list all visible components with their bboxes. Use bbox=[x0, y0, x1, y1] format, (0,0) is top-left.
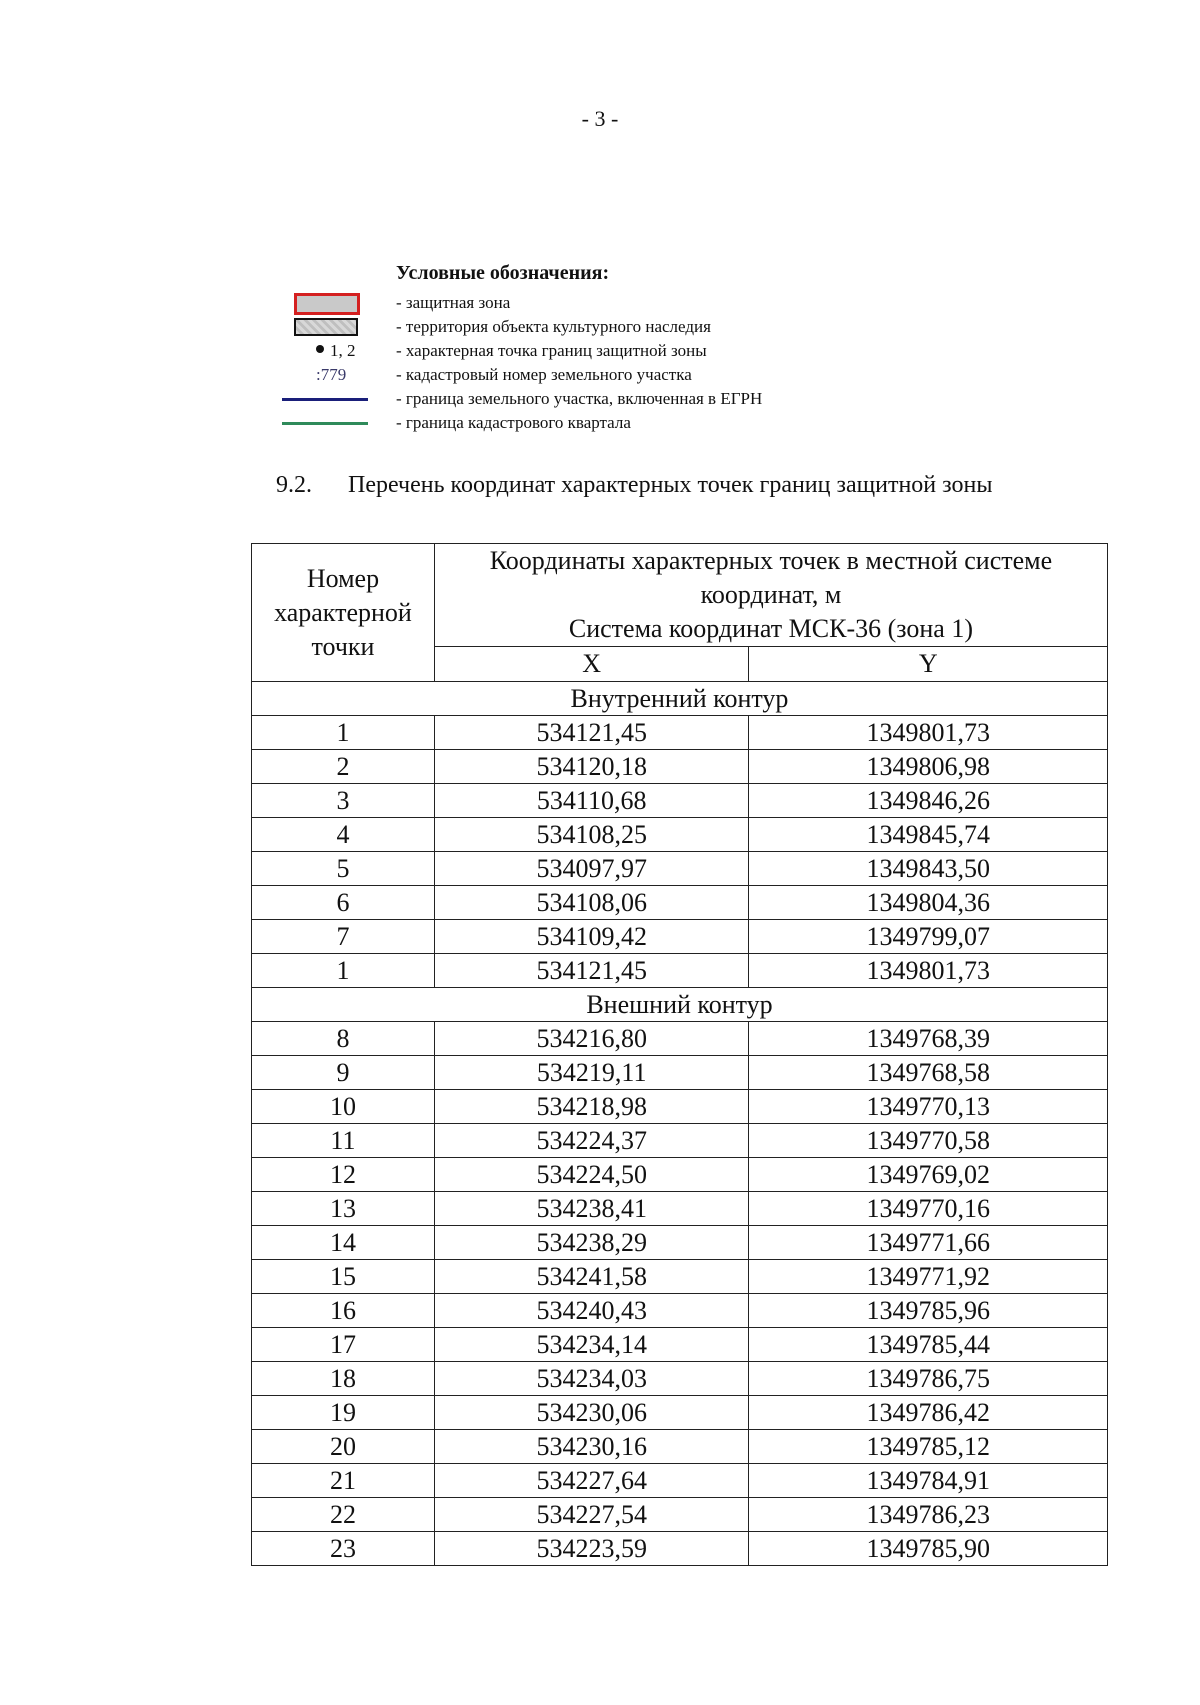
y-coordinate-cell: 1349804,36 bbox=[749, 886, 1108, 920]
x-coordinate-cell: 534120,18 bbox=[434, 750, 749, 784]
table-row bbox=[252, 1124, 1108, 1158]
header-text: точки bbox=[311, 631, 375, 661]
y-coordinate-cell: 1349768,58 bbox=[749, 1056, 1108, 1090]
legend-item-text: - граница земельного участка, включенная в ЕГРН bbox=[396, 389, 763, 408]
legend-item-text: - кадастровый номер земельного участка bbox=[396, 365, 692, 384]
point-number-cell: 21 bbox=[252, 1464, 435, 1498]
point-number-cell: 12 bbox=[252, 1158, 435, 1192]
legend-item-cadastral-number bbox=[270, 364, 870, 386]
y-coordinate-cell: 1349785,90 bbox=[749, 1532, 1108, 1566]
x-coordinate-cell: 534240,43 bbox=[434, 1294, 749, 1328]
point-dot-icon bbox=[316, 345, 324, 353]
point-number-cell: 8 bbox=[252, 1022, 435, 1056]
green-line-symbol bbox=[282, 422, 368, 425]
header-text: Номер bbox=[306, 563, 380, 593]
point-number-cell: 1 bbox=[252, 954, 435, 988]
y-coordinate-cell: 1349771,66 bbox=[749, 1226, 1108, 1260]
y-coordinate-cell: 1349785,96 bbox=[749, 1294, 1108, 1328]
table-row bbox=[252, 818, 1108, 852]
x-coordinate-cell: 534238,41 bbox=[434, 1192, 749, 1226]
x-coordinate-cell: 534234,14 bbox=[434, 1328, 749, 1362]
table-row bbox=[252, 784, 1108, 818]
y-coordinate-cell: 1349770,58 bbox=[749, 1124, 1108, 1158]
table-row bbox=[252, 954, 1108, 988]
legend-item-cadastral-quarter-boundary bbox=[270, 412, 870, 434]
inner-contour-label: Внутренний контур bbox=[252, 682, 1108, 716]
y-coordinate-cell: 1349771,92 bbox=[749, 1260, 1108, 1294]
header-text: характерной bbox=[274, 597, 412, 627]
legend-item-text: - граница кадастрового квартала bbox=[396, 413, 631, 432]
x-coordinate-cell: 534238,29 bbox=[434, 1226, 749, 1260]
table-row bbox=[252, 852, 1108, 886]
coordinates-table bbox=[251, 543, 1108, 1566]
y-coordinate-cell: 1349806,98 bbox=[749, 750, 1108, 784]
table-row bbox=[252, 1226, 1108, 1260]
table-row bbox=[252, 1022, 1108, 1056]
y-coordinate-cell: 1349785,12 bbox=[749, 1430, 1108, 1464]
x-coordinate-cell: 534121,45 bbox=[434, 716, 749, 750]
y-coordinate-cell: 1349786,42 bbox=[749, 1396, 1108, 1430]
x-coordinate-cell: 534110,68 bbox=[434, 784, 749, 818]
point-label: 1, 2 bbox=[330, 341, 356, 360]
y-coordinate-cell: 1349769,02 bbox=[749, 1158, 1108, 1192]
point-number-cell: 2 bbox=[252, 750, 435, 784]
y-coordinate-cell: 1349784,91 bbox=[749, 1464, 1108, 1498]
table-row bbox=[252, 1396, 1108, 1430]
x-coordinate-cell: 534216,80 bbox=[434, 1022, 749, 1056]
table-row bbox=[252, 716, 1108, 750]
point-number-cell: 15 bbox=[252, 1260, 435, 1294]
point-number-cell: 20 bbox=[252, 1430, 435, 1464]
y-coordinate-cell: 1349799,07 bbox=[749, 920, 1108, 954]
table-row bbox=[252, 1430, 1108, 1464]
x-coordinate-cell: 534230,16 bbox=[434, 1430, 749, 1464]
legend-item-characteristic-point bbox=[270, 340, 870, 362]
legend-item-land-plot-boundary bbox=[270, 388, 870, 410]
x-coordinate-cell: 534108,06 bbox=[434, 886, 749, 920]
x-coordinate-cell: 534227,64 bbox=[434, 1464, 749, 1498]
header-point-number bbox=[252, 544, 435, 682]
table-row bbox=[252, 1328, 1108, 1362]
heritage-territory-symbol bbox=[294, 318, 358, 336]
y-coordinate-cell: 1349785,44 bbox=[749, 1328, 1108, 1362]
x-coordinate-cell: 534223,59 bbox=[434, 1532, 749, 1566]
legend-item-heritage-territory bbox=[270, 316, 870, 338]
table-row bbox=[252, 1362, 1108, 1396]
point-number-cell: 22 bbox=[252, 1498, 435, 1532]
outer-contour-row bbox=[252, 988, 1108, 1022]
header-x: X bbox=[434, 647, 749, 682]
x-coordinate-cell: 534234,03 bbox=[434, 1362, 749, 1396]
table-row bbox=[252, 1090, 1108, 1124]
table-row bbox=[252, 1498, 1108, 1532]
point-number-cell: 13 bbox=[252, 1192, 435, 1226]
x-coordinate-cell: 534230,06 bbox=[434, 1396, 749, 1430]
blue-line-symbol bbox=[282, 398, 368, 401]
page-number: - 3 - bbox=[581, 106, 619, 131]
header-text: Координаты характерных точек в местной системе bbox=[489, 546, 1053, 575]
x-coordinate-cell: 534109,42 bbox=[434, 920, 749, 954]
table-row bbox=[252, 886, 1108, 920]
point-number-cell: 4 bbox=[252, 818, 435, 852]
header-coordinates bbox=[434, 544, 1107, 647]
point-number-cell: 19 bbox=[252, 1396, 435, 1430]
y-coordinate-cell: 1349768,39 bbox=[749, 1022, 1108, 1056]
inner-contour-row bbox=[252, 682, 1108, 716]
x-coordinate-cell: 534241,58 bbox=[434, 1260, 749, 1294]
legend-item-protective-zone bbox=[270, 292, 870, 314]
x-coordinate-cell: 534097,97 bbox=[434, 852, 749, 886]
y-coordinate-cell: 1349770,16 bbox=[749, 1192, 1108, 1226]
x-coordinate-cell: 534224,50 bbox=[434, 1158, 749, 1192]
header-y: Y bbox=[749, 647, 1108, 682]
x-coordinate-cell: 534121,45 bbox=[434, 954, 749, 988]
y-coordinate-cell: 1349801,73 bbox=[749, 954, 1108, 988]
table-row bbox=[252, 1056, 1108, 1090]
point-number-cell: 9 bbox=[252, 1056, 435, 1090]
y-coordinate-cell: 1349845,74 bbox=[749, 818, 1108, 852]
point-number-cell: 11 bbox=[252, 1124, 435, 1158]
header-text: Система координат МСК-36 (зона 1) bbox=[568, 614, 974, 643]
point-number-cell: 17 bbox=[252, 1328, 435, 1362]
protective-zone-symbol bbox=[294, 293, 360, 315]
table-row bbox=[252, 1532, 1108, 1566]
point-number-cell: 10 bbox=[252, 1090, 435, 1124]
outer-contour-label: Внешний контур bbox=[252, 988, 1108, 1022]
point-number-cell: 6 bbox=[252, 886, 435, 920]
legend-item-text: - характерная точка границ защитной зоны bbox=[396, 341, 707, 360]
y-coordinate-cell: 1349770,13 bbox=[749, 1090, 1108, 1124]
table-row bbox=[252, 1158, 1108, 1192]
table-row bbox=[252, 920, 1108, 954]
y-coordinate-cell: 1349846,26 bbox=[749, 784, 1108, 818]
x-coordinate-cell: 534224,37 bbox=[434, 1124, 749, 1158]
y-coordinate-cell: 1349801,73 bbox=[749, 716, 1108, 750]
legend-item-text: - территория объекта культурного наследия bbox=[396, 317, 711, 336]
x-coordinate-cell: 534108,25 bbox=[434, 818, 749, 852]
point-number-cell: 7 bbox=[252, 920, 435, 954]
y-coordinate-cell: 1349786,75 bbox=[749, 1362, 1108, 1396]
section-heading bbox=[276, 472, 992, 499]
point-number-cell: 3 bbox=[252, 784, 435, 818]
table-row bbox=[252, 1464, 1108, 1498]
header-text: координат, м bbox=[700, 580, 842, 609]
point-number-cell: 23 bbox=[252, 1532, 435, 1566]
point-number-cell: 5 bbox=[252, 852, 435, 886]
y-coordinate-cell: 1349843,50 bbox=[749, 852, 1108, 886]
point-number-cell: 18 bbox=[252, 1362, 435, 1396]
table-row bbox=[252, 1294, 1108, 1328]
point-number-cell: 14 bbox=[252, 1226, 435, 1260]
x-coordinate-cell: 534219,11 bbox=[434, 1056, 749, 1090]
y-coordinate-cell: 1349786,23 bbox=[749, 1498, 1108, 1532]
point-number-cell: 16 bbox=[252, 1294, 435, 1328]
table-row bbox=[252, 1192, 1108, 1226]
point-number-cell: 1 bbox=[252, 716, 435, 750]
x-coordinate-cell: 534227,54 bbox=[434, 1498, 749, 1532]
x-coordinate-cell: 534218,98 bbox=[434, 1090, 749, 1124]
legend-title: Условные обозначения: bbox=[396, 262, 610, 284]
legend-item-text: - защитная зона bbox=[396, 293, 511, 312]
table-row bbox=[252, 750, 1108, 784]
section-number: 9.2. bbox=[276, 472, 312, 498]
table-row bbox=[252, 1260, 1108, 1294]
cadastral-number-label: :779 bbox=[316, 365, 347, 384]
section-title: Перечень координат характерных точек границ защитной зоны bbox=[348, 472, 993, 498]
